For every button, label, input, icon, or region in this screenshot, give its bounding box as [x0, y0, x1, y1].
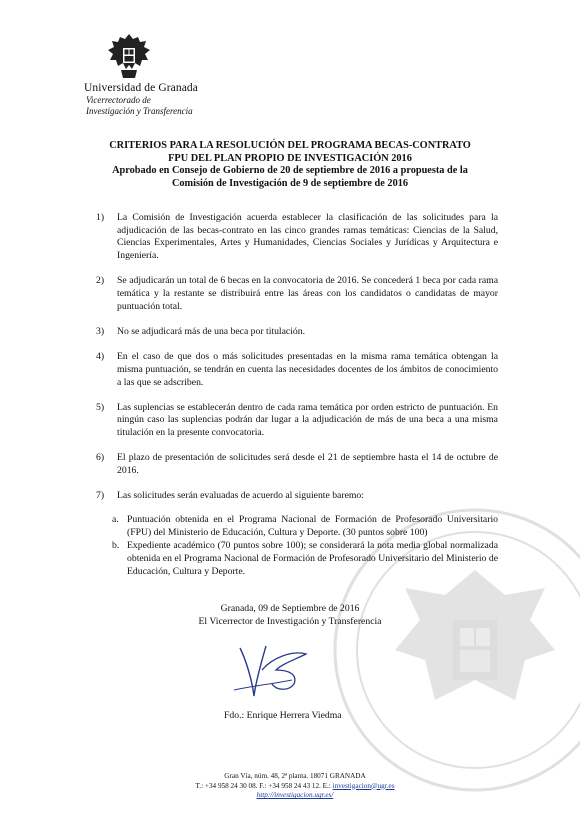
footer-contact [170, 782, 420, 792]
university-name: Universidad de Granada [84, 82, 198, 94]
subitem-letter: a. [112, 513, 119, 525]
criteria-item [96, 326, 498, 339]
document-title [95, 140, 485, 190]
office-line-2: Investigación y Transferencia [86, 105, 193, 116]
item-number: 4) [96, 351, 105, 363]
item-number: 6) [96, 452, 105, 464]
title-line-4: Comisión de Investigación de 9 de septiembre de 2016 [171, 177, 409, 189]
item-text: No se adjudicará más de una beca por titulación. [117, 325, 306, 337]
scoring-subitem [96, 540, 498, 578]
criteria-item [96, 402, 498, 440]
criteria-item [96, 275, 498, 313]
item-number: 1) [96, 212, 105, 223]
footer-phones: T.: +34 958 24 30 08. F.: +34 958 24 43 12. E.: [195, 781, 333, 790]
scoring-subitem [96, 514, 498, 539]
subitem-text: Expediente académico (70 puntos sobre 100); se considerará la nota media global normalizada obtenida en el Programa Nacional de Formación de Profesorado Universitario del Ministerio de Educación, Cultura y Deporte. [127, 540, 498, 577]
handwritten-signature [232, 640, 322, 702]
item-text: El plazo de presentación de solicitudes será desde el 21 de septiembre hasta el 14 de octubre de 2016. [117, 452, 498, 477]
title-line-2: FPU DEL PLAN PROPIO DE INVESTIGACIÓN 2016 [168, 152, 412, 164]
scoring-sublist [96, 514, 498, 579]
criteria-item [96, 212, 498, 263]
footer-email-link[interactable]: investigacion@ugr.es [332, 781, 395, 790]
item-number: 3) [96, 325, 105, 337]
criteria-list [96, 212, 498, 590]
closing-date: Granada, 09 de Septiembre de 2016 [220, 603, 360, 614]
item-text: En el caso de que dos o más solicitudes presentadas en la misma rama temática obtengan la misma puntuación, se tendrán en cuenta las necesidades docentes de los ámbitos de conocimiento a las que se adscriben. [117, 351, 498, 388]
university-logo [84, 32, 204, 116]
subitem-text: Puntuación obtenida en el Programa Nacional de Formación de Profesorado Universitario (FPU) del Ministerio de Educación, Cultura y Deporte. (30 puntos sobre 100) [127, 513, 498, 538]
closing-role: El Vicerrector de Investigación y Transferencia [198, 615, 382, 627]
criteria-item [96, 452, 498, 477]
office-line-1: Vicerrectorado de [86, 95, 151, 105]
signer-name: Fdo.: Enrique Herrera Viedma [224, 710, 342, 721]
subitem-letter: b. [112, 540, 120, 552]
title-line-1: CRITERIOS PARA LA RESOLUCIÓN DEL PROGRAMA BECAS-CONTRATO [109, 140, 471, 151]
footer-address: Gran Vía, núm. 48, 2ª planta. 18071 GRANADA [224, 772, 366, 780]
page-footer [170, 772, 420, 801]
item-text: Las solicitudes serán evaluadas de acuerdo al siguiente baremo: [117, 490, 364, 502]
title-line-3: Aprobado en Consejo de Gobierno de 20 de septiembre de 2016 a propuesta de la [112, 165, 468, 176]
item-text: Se adjudicarán un total de 6 becas en la convocatoria de 2016. Se concederá 1 beca por cada rama temática y la restante se distribuirá entre las áreas con los candidatos o candidatas de mayor puntuación total. [117, 275, 498, 312]
criteria-item [96, 490, 498, 503]
criteria-item [96, 351, 498, 389]
item-number: 5) [96, 401, 105, 413]
item-text: Las suplencias se establecerán dentro de cada rama temática por orden estricto de puntuación. En ningún caso las suplencias podrán dar lugar a la adjudicación de más de una beca a una misma titulación en la presente convocatoria. [117, 401, 498, 439]
closing-block [170, 603, 410, 628]
item-number: 2) [96, 275, 105, 287]
university-crest-icon [106, 32, 152, 80]
item-number: 7) [96, 490, 105, 502]
item-text: La Comisión de Investigación acuerda establecer la clasificación de las solicitudes para la adjudicación de las becas-contrato en las cinco grandes ramas temáticas: Ciencias de la Salud, Ciencias Experimentales, Artes y Humanidades, Ciencias Sociales y Jurídicas y Arquitectura e Ingeniería. [117, 212, 498, 262]
footer-website-link[interactable]: http://investigacion.ugr.es/ [256, 791, 334, 800]
